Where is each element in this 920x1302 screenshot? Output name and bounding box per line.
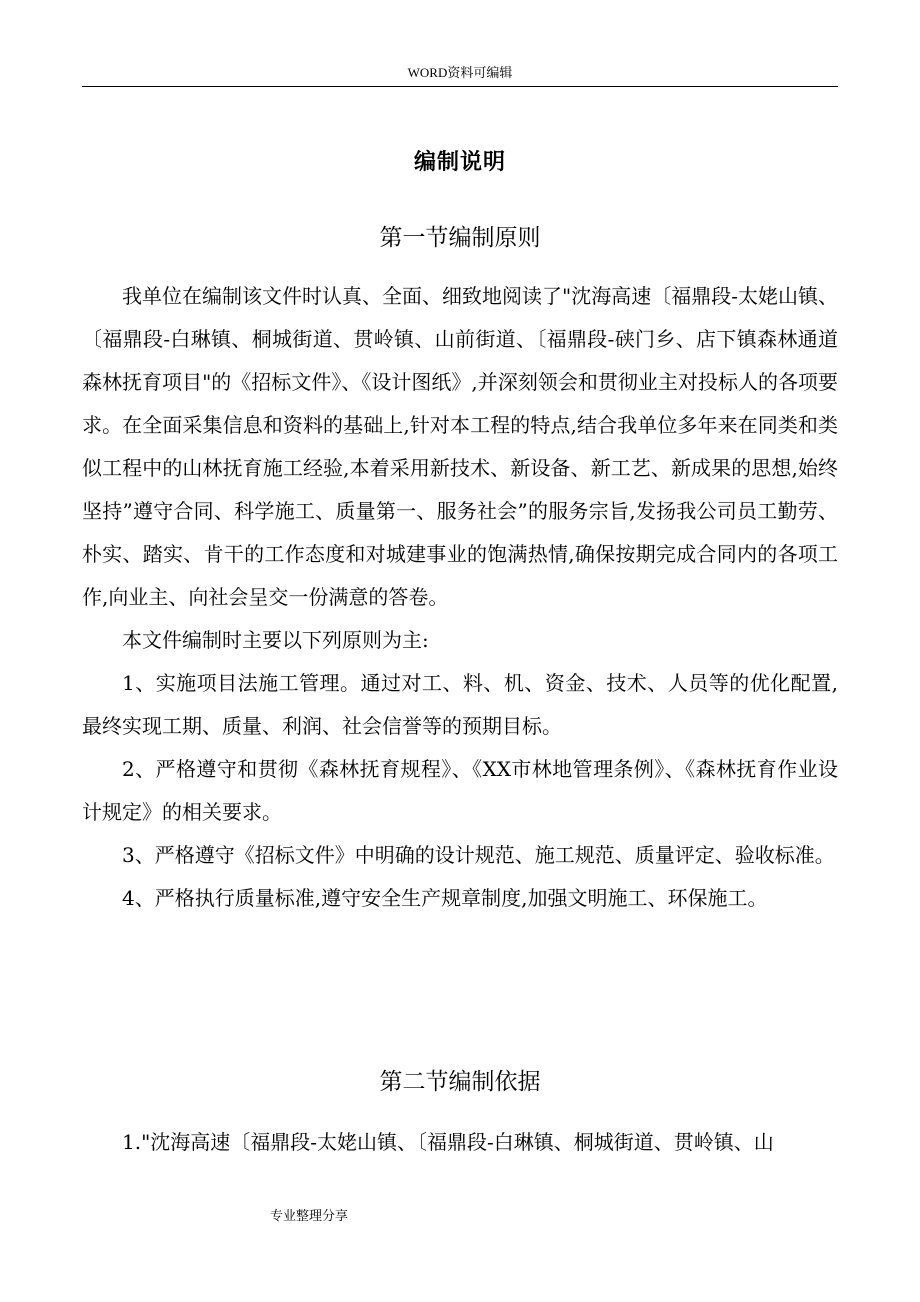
paragraph: 3、严格遵守《招标文件》中明确的设计规范、施工规范、质量评定、验收标准。 (122, 843, 835, 867)
section-heading-2: 第二节编制依据 (379, 1069, 541, 1095)
paragraph: 我单位在编制该文件时认真、全面、细致地阅读了"沈海高速〔福鼎段-太姥山镇、〔福鼎段-白琳镇、桐城街道、贯岭镇、山前街道、〔福鼎段-硖门乡、店下镇森林通道森林抚育项目"的《招标文件》、《设计图纸》,并深刻领会和贯彻业主对投标人的各项要求。在全面采集信息和资料的基础上,针对本工程的特点,结合我单位多年来在同类和类似工程中的山林抚育施工经验,本着采用新技术、新设备、新工艺、新成果的思想,始终坚持”遵守合同、科学施工、质量第一、服务社会”的服务宗旨,发扬我公司员工勤劳、朴实、踏实、肯干的工作态度和对城建事业的饱满热情,确保按期完成合同内的各项工作,向业主、向社会呈交一份满意的答卷。 (82, 284, 838, 609)
page-header: WORD资料可编辑 (407, 65, 513, 80)
paragraph: 4、严格执行质量标准,遵守安全生产规章制度,加强文明施工、环保施工。 (122, 886, 768, 910)
paragraph: 1."沈海高速〔福鼎段-太姥山镇、〔福鼎段-白琳镇、桐城街道、贯岭镇、山 (122, 1130, 774, 1154)
page-footer: 专业整理分享 (270, 1209, 349, 1224)
paragraph: 1、实施项目法施工管理。通过对工、料、机、资金、技术、人员等的优化配置,最终实现工期、质量、利润、社会信誉等的预期目标。 (82, 671, 838, 738)
document-title: 编制说明 (413, 149, 506, 175)
section-1-body (82, 275, 838, 920)
paragraph: 本文件编制时主要以下列原则为主: (122, 628, 429, 652)
paragraph: 2、严格遵守和贯彻《森林抚育规程》、《XX市林地管理条例》、《森林抚育作业设计规定》的相关要求。 (82, 757, 838, 824)
section-heading-1: 第一节编制原则 (379, 225, 541, 251)
section-2-body (82, 1121, 838, 1164)
header-divider (82, 86, 838, 87)
